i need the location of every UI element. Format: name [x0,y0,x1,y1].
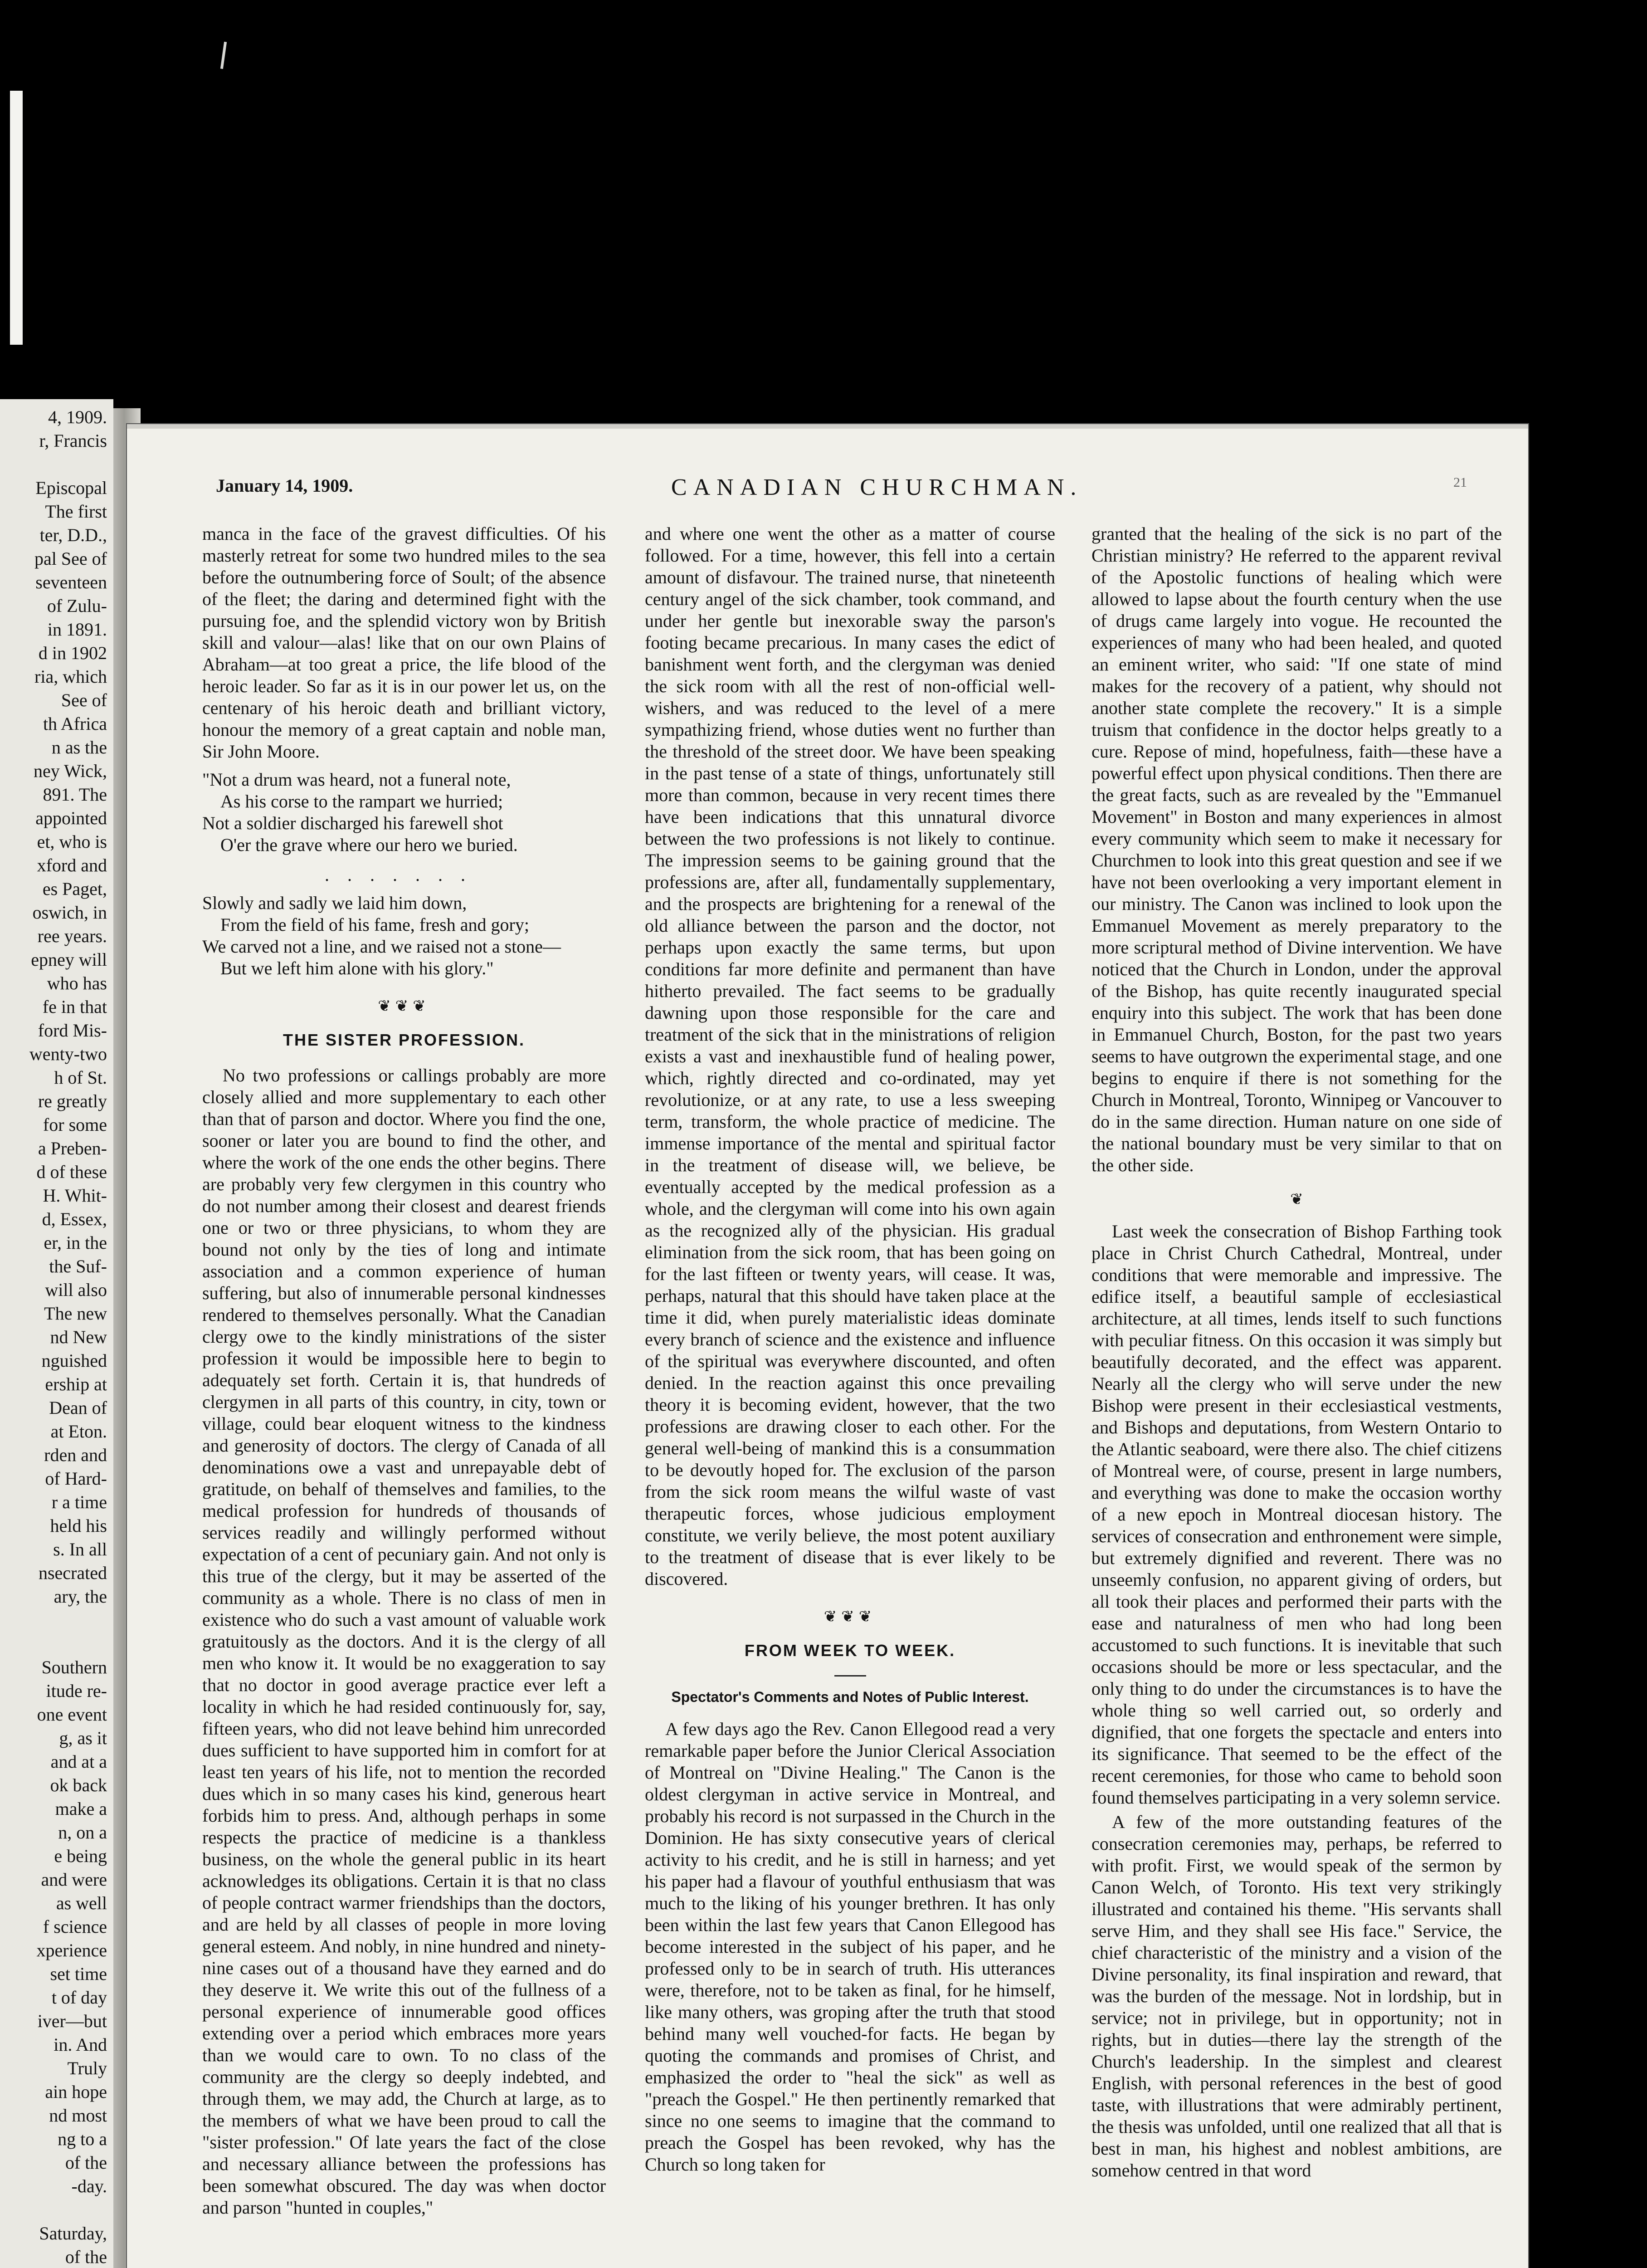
sister-profession-paragraph: No two professions or callings probably are more closely allied and more supplementary to each other than that of parson and doctor. Where you find the one, sooner or later you are bound to find the other, and where the work of the one ends the other begins. There are probably very few clergymen in this country who do not number among their closest and dearest friends one or two or three physicians, to whom they are bound not only by the ties of long and intimate association and a common experience of human suffering, but also of innumerable personal kindnesses rendered to themselves personally. What the Canadian clergy owe to the kindly ministrations of the sister profession it would be impossible here to begin to adequately set forth. Certain it is, that hundreds of clergymen in all parts of this country, in city, town or village, could bear eloquent witness to the kindness and generosity of doctors. The clergy of Canada of all denominations owe a vast and unrepayable debt of gratitude, on behalf of themselves and families, to the medical profession for hundreds of thousands of services readily and willingly performed without expectation of a cent of pecuniary gain. And not only is this true of the clergy, but it may be asserted of the community as a whole. There is no class of men in existence who do such a vast amount of valuable work gratuitously as the doctors. And it is the clergy of all men who know it. It would be no exaggeration to say that no doctor in good average practice ever left a locality in which he had resided continuously for, say, fifteen years, who did not leave behind him unrecorded dues sufficient to have supported him in comfort for at least ten years of his life, not to mention the recorded dues which in so many cases his kind, generous heart forbids him to press. And, although perhaps in some respects the practice of medicine is a thankless business, on the whole the general public in its heart acknowledges its obligations. Certain it is that no class of people contract warmer friendships than the doctors, and are held by all classes of people in more loving general esteem. And nobly, in nine hundred and ninety-nine cases out of a thousand have they earned and do they deserve it. We write this out of the fullness of a personal experience of innumerable good offices extending over a period which embraces more years than we would care to own. To no class of the community are the clergy so deeply indebted, and through them, we may add, the Church at large, as to the members of what we have been proud to call the "sister profession." Of late years the fact of the close and necessary alliance between the professions has been somewhat obscured. The day was when doctor and parson "hunted in couples," [202,1065,606,2218]
column-1 [202,523,606,2268]
prev-page-line: ford Mis- [38,1020,107,1041]
prev-page-line: at Eton. [50,1421,107,1442]
prev-page-line: in. And [54,2034,107,2055]
prev-page-line: e being [54,1846,107,1866]
prev-page-line: d, Essex, [42,1209,107,1229]
prev-page-line: n as the [51,737,107,758]
moore-paragraph: manca in the face of the gravest difficulties. Of his masterly retreat for some two hundred miles to the sea before the outnumbering force of Soult; of the absence of the fleet; the daring and determined fight with the pursuing foe, and the splendid victory won by British skill and valour—alas! like that on our own Plains of Abraham—at too great a price, the life blood of the heroic leader. So far as it is in our power let us, on the centenary of his heroic death and brilliant victory, honour the memory of a great captain and noble man, Sir John Moore. [202,523,606,762]
prev-page-line: er, in the [44,1232,107,1253]
poem-line: O'er the grave where our hero we buried. [220,835,518,855]
heading-rule [834,1675,866,1677]
prev-page-line: r a time [51,1492,107,1512]
prev-page-line: es Paget, [42,879,107,899]
prev-page-line: itude re- [46,1681,107,1701]
film-edge-strip-top [10,91,23,345]
prev-page-line: ter, D.D., [39,525,107,545]
issue-date: January 14, 1909. [216,475,353,496]
prev-page-line: of the [65,2247,107,2267]
prev-page-line: n, on a [58,1822,107,1843]
column-2 [645,523,1055,2268]
page-number: 21 [1453,475,1467,490]
prev-page-line: h of St. [54,1067,107,1088]
prev-page-line: of Zulu- [47,596,107,616]
poem-line: Not a soldier discharged his farewell shot [202,813,503,833]
poem-line: "Not a drum was heard, not a funeral note, [202,769,511,790]
prev-page-line: ain hope [45,2082,107,2102]
prev-page-line: and were [41,1869,107,1890]
prev-page-line: Truly [67,2058,107,2078]
prev-page-line: xperience [36,1940,107,1960]
prev-page-line: the Suf- [49,1256,107,1276]
from-week-to-week-heading: FROM WEEK TO WEEK. [744,1641,956,1660]
sister-profession-continued: and where one went the other as a matter of course followed. For a time, however, this fell into a certain amount of disfavour. The trained nurse, that nineteenth century angel of the sick chamber, took command, and under her gentle but inexorable sway the parson's footing became precarious. In many cases the edict of banishment went forth, and the clergyman was denied the sick room with all the rest of non-official well-wishers, and was reduced to the level of a mere sympathizing friend, whose duties went no further than the threshold of the street door. We have been speaking in the past tense of a state of things, unfortunately still more than common, because in very recent times there have been indications that this unnatural divorce between the two professions is not likely to continue. The impression seems to be gaining ground that the professions are, after all, fundamentally supplementary, and the prospects are brightening for a renewal of the old alliance between the parson and the doctor, not perhaps upon exactly the same terms, but upon conditions far more definite and permanent than have hitherto prevailed. The fact seems to be gradually dawning upon those responsible for the care and treatment of the sick that in the ministrations of religion exists a vast and inexhaustible fund of healing power, which, rightly directed and co-ordinated, may yet revolutionize, or at any rate, to use a less sweeping term, transform, the whole practice of medicine. The immense importance of the mental and spiritual factor in the treatment of disease will, we believe, be eventually accepted by the medical profession as a whole, and the clergyman will come into his own again as the recognized ally of the physician. His gradual elimination from the sick room, that has been going on for the last fifteen or twenty years, will cease. It was, perhaps, natural that this should have taken place at the time it did, when purely materialistic ideas dominate every branch of science and the existence and influence of the spiritual was everywhere discounted, and often denied. In the reaction against this once prevailing theory it is becoming evident, however, that the two professions are drawing closer to each other. For the general well-being of mankind this is a consummation to be devoutly hoped for. The exclusion of the parson from the sick room means the wilful waste of vast therapeutic forces, whose judicious employment constitute, we verily believe, the most potent auxiliary to the treatment of disease that is ever likely to be discovered. [645,523,1055,1589]
prev-page-line: fe in that [42,997,107,1017]
prev-page-line: appointed [35,808,107,828]
prev-page-line: seventeen [35,572,107,592]
section-ornament: ❦ [1290,1191,1303,1208]
prev-page-line: nsecrated [38,1563,107,1583]
prev-page-line: Saturday, [39,2223,107,2244]
prev-page-line: Dean of [49,1398,107,1418]
prev-page-line: 4, 1909. [48,407,107,427]
prev-page-line: The new [44,1303,107,1324]
prev-page-line: oswich, in [32,902,107,923]
prev-page-line: Episcopal [35,478,107,498]
previous-page-edge [0,399,113,2268]
prev-page-line: set time [50,1964,107,1984]
prev-page-line: H. Whit- [43,1185,107,1206]
consecration-features-paragraph: A few of the more outstanding features of the consecration ceremonies may, perhaps, be referred to with profit. First, we would speak of the sermon by Canon Welch, of Toronto. His text very strikingly illustrated and contained his theme. "His servants shall serve Him, and they shall see His face." Service, the chief characteristic of the ministry and a vision of the Divine personality, its final inspiration and reward, that was the burden of the message. Not in lordship, but in service; not in privilege, but in opportunity; not in rights, but in duties—there lay the strength of the Church's leadership. In the simplest and clearest English, with personal references in the best of good taste, with illustrations that were admirably pertinent, the thesis was unfolded, until one realized that all that is best in man, his highest and noblest ambitions, are somehow centred in that word [1092,1812,1502,2180]
prev-page-line: who has [47,973,107,993]
prev-page-line: epney will [31,949,107,970]
prev-page-line: a Preben- [38,1138,107,1158]
consecration-paragraph: Last week the consecration of Bishop Farthing took place in Christ Church Cathedral, Montreal, under conditions that were memorable and impressive. The edifice itself, a beautiful sample of ecclesiastical architecture, at all times, lends itself to such functions with peculiar fitness. On this occasion it was simply but beautifully decorated, and the effect was apparent. Nearly all the clergy who will serve under the new Bishop were present in their ecclesiastical vestments, and Bishops and deputations, from Western Ontario to the Atlantic seaboard, were there also. The chief citizens of Montreal were, of course, present in large numbers, and everything was done to make the occasion worthy of a new epoch in Montreal diocesan history. The services of consecration and enthronement were simple, but extremely dignified and reverent. There was no unseemly confusion, no apparent giving of orders, but all took their places and performed their parts with the ease and naturalness of men who had long been accustomed to such functions. It is inevitable that such occasions should be more or less spectacular, and the only thing to do under the circumstances is to have the whole thing so well carried out, so orderly and dignified, that one forgets the spectacle and enters into its significance. That seemed to be the effect of the recent ceremonies, for those who came to behold soon found themselves participating in a very solemn service. [1092,1221,1502,1808]
prev-page-line: will also [45,1280,107,1300]
prev-page-line: re greatly [38,1091,107,1111]
prev-page-line: rden and [44,1445,107,1465]
poem-line: We carved not a line, and we raised not a stone— [202,936,561,957]
prev-page-line: for some [43,1114,107,1135]
prev-page-line: nd New [50,1327,107,1347]
prev-page-line: pal See of [34,548,107,569]
newspaper-page [127,424,1528,2268]
prev-page-line: in 1891. [47,619,107,640]
prev-page-line: ok back [50,1775,107,1795]
prev-page-line: ng to a [58,2129,107,2149]
prev-page-line: See of [61,690,107,710]
poem-stanza-1 [202,769,606,856]
prev-page-line: The first [45,501,107,522]
sister-profession-heading: THE SISTER PROFESSION. [283,1031,526,1049]
prev-page-line: th Africa [43,714,107,734]
prev-page-line: of Hard- [45,1468,107,1489]
prev-page-line: of the [65,2152,107,2173]
scan-mark [220,42,227,69]
prev-page-line: wenty-two [29,1044,107,1064]
prev-page-line: as well [56,1893,107,1913]
divine-healing-continued: granted that the healing of the sick is no part of the Christian ministry? He referred to the apparent revival of the Apostolic functions of healing which were allowed to lapse about the fourth century when the use of drugs came largely into vogue. He recounted the experiences of many who had been healed, and quoted an eminent writer, who said: "If one state of mind makes for the recovery of a patient, why should not another state complete the recovery." It is a simple truism that confidence in the doctor helps greatly to a cure. Repose of mind, hopefulness, faith—these have a powerful effect upon physical conditions. Then there are the great facts, such as are revealed by the "Emmanuel Movement" in Boston and many experiences in almost every community which seem to make it necessary for Churchmen to look into this great question and see if we have not been overlooking a very important element in our ministry. The Canon was inclined to look upon the Emmanuel Movement as merely preparatory to the more scriptural method of Divine intervention. We have noticed that the Church in London, under the approval of the Bishop, has quite recently inaugurated special enquiry into this subject. The work that has been done in Emmanuel Church, Boston, for the past two years seems to have outgrown the experimental stage, and one begins to enquire if there is not something for the Church in Montreal, Toronto, Winnipeg or Vancouver to do in the same direction. Human nature on one side of the national boundary must be very similar to that on the other side. [1092,523,1502,1175]
prev-page-line: ree years. [37,926,107,946]
prev-page-line: one event [37,1704,107,1725]
prev-page-line: s. In all [53,1539,107,1559]
prev-page-line: xford and [37,855,107,875]
poem-line: As his corse to the rampart we hurried; [220,791,503,811]
prev-page-line: iver—but [37,2011,107,2031]
column-3 [1092,523,1502,2268]
prev-page-line: d of these [36,1162,107,1182]
poem-line: From the field of his fame, fresh and gory; [220,914,529,935]
prev-page-line: d in 1902 [38,643,107,663]
poem-line: But we left him alone with his glory." [220,958,494,978]
prev-page-line: f science [43,1916,107,1937]
prev-page-line: -day. [71,2176,107,2196]
prev-page-line: nd most [49,2105,107,2126]
poem-line: Slowly and sadly we laid him down, [202,893,467,913]
prev-page-line: r, Francis [39,430,107,451]
prev-page-line: t of day [51,1987,107,2008]
divine-healing-paragraph: A few days ago the Rev. Canon Ellegood read a very remarkable paper before the Junior Clerical Association of Montreal on "Divine Healing." The Canon is the oldest clergyman in active service in Montreal, and probably his record is not surpassed in the Church in the Dominion. He has sixty consecutive years of clerical activity to his credit, and he is still in harness; and yet his paper had a flavour of youthful enthusiasm that was much to the liking of his younger brethren. It has only been within the last few years that Canon Ellegood has become interested in the subject of his paper, and he professed only to be in search of truth. His utterances were, therefore, not to be taken as final, for he himself, like many others, was groping after the truth that stood behind many well vouched-for facts. He began by quoting the commands and promises of Christ, and emphasized the order to "heal the sick" as well as "preach the Gospel." He then pertinently remarked that since no one seems to imagine that the command to preach the Gospel has been revoked, why has the Church so long taken for [645,1719,1055,2175]
prev-page-line: g, as it [59,1728,107,1748]
prev-page-line: Southern [41,1657,107,1677]
prev-page-line: held his [50,1515,107,1536]
poem-stanza-2 [202,892,606,979]
prev-page-line: 891. The [43,784,107,805]
prev-page-line: nguished [41,1350,107,1371]
spectator-subheading: Spectator's Comments and Notes of Public Interest. [671,1689,1029,1705]
masthead-title: CANADIAN CHURCHMAN. [671,474,1083,500]
prev-page-line: ney Wick, [33,761,107,781]
section-ornament: ❦❦❦ [824,1608,877,1625]
section-ornament: ❦❦❦ [378,998,430,1015]
prev-page-line: ary, the [54,1586,107,1607]
prev-page-line: ria, which [34,666,107,687]
prev-page-line: and at a [50,1751,107,1772]
ellipsis-divider: ....... [325,865,483,885]
prev-page-line: make a [55,1799,107,1819]
prev-page-line: et, who is [37,831,107,852]
prev-page-line: ership at [45,1374,107,1394]
